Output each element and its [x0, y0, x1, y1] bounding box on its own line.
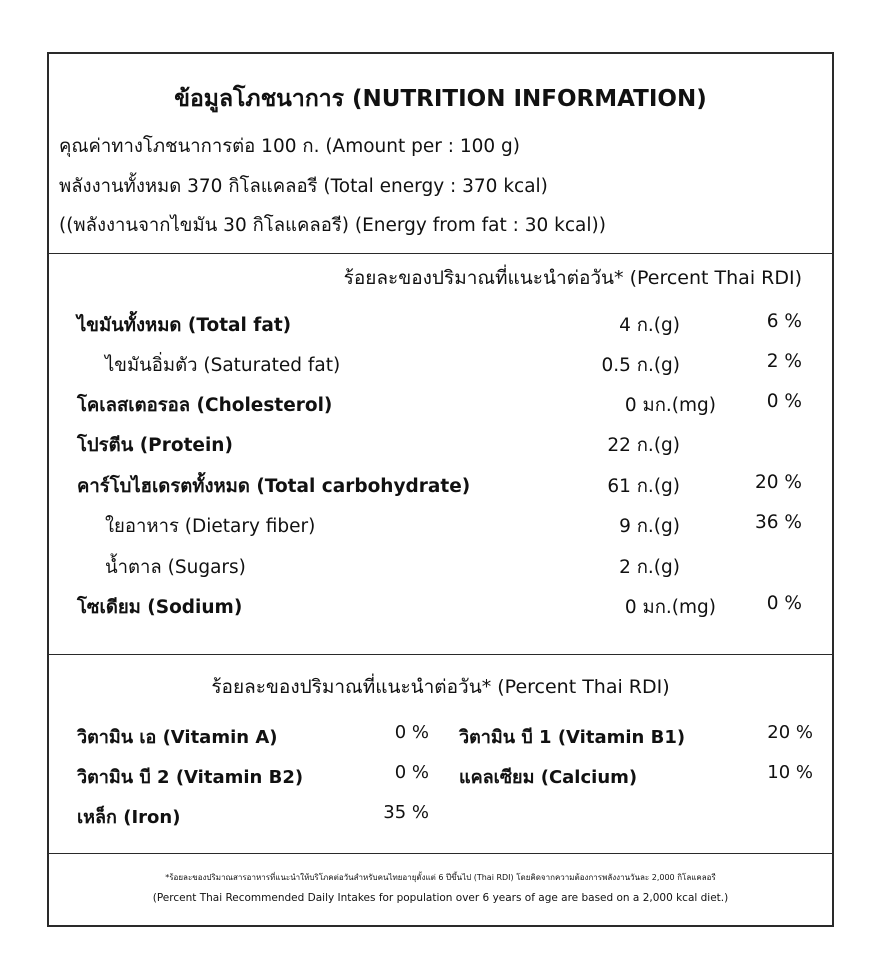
vitamin-percent: 0 %	[394, 762, 429, 783]
footnote-thai: *ร้อยละของปริมาณสารอาหารที่แนะนำให้บริโภคต่อวันสำหรับคนไทยอายุตั้งแต่ 6 ปีขึ้นไป (Thai RDI) โดยคิดจากความต้องการพลังงานวันละ 2,000 กิโลแคลอรี	[165, 873, 716, 882]
vitamin-row	[459, 722, 685, 751]
nutrient-percent: 36 %	[755, 512, 802, 533]
vitamins-rdi-header: ร้อยละของปริมาณที่แนะนำต่อวัน* (Percent Thai RDI)	[211, 676, 670, 698]
nutrients-rdi-header: ร้อยละของปริมาณที่แนะนำต่อวัน* (Percent Thai RDI)	[343, 267, 802, 289]
vitamin-name: วิตามิน เอ (Vitamin A)	[77, 727, 278, 748]
label-title: ข้อมูลโภชนาการ (NUTRITION INFORMATION)	[174, 86, 707, 112]
vitamin-percent: 10 %	[767, 762, 813, 783]
nutrient-amount: 4 ก.(g)	[619, 315, 680, 336]
nutrient-row	[49, 472, 832, 502]
vitamin-row	[77, 802, 180, 831]
nutrient-percent: 20 %	[755, 472, 802, 493]
vitamin-percent: 0 %	[394, 722, 429, 743]
nutrient-percent: 0 %	[766, 593, 802, 614]
nutrient-percent: 6 %	[766, 311, 802, 332]
nutrient-amount: 61 ก.(g)	[607, 476, 680, 497]
vitamin-name: แคลเซียม (Calcium)	[459, 767, 638, 788]
nutrient-amount: 2 ก.(g)	[619, 557, 680, 578]
nutrient-name: โคเลสเตอรอล (Cholesterol)	[77, 395, 333, 416]
nutrient-name: ใยอาหาร (Dietary fiber)	[105, 516, 316, 537]
nutrient-row	[49, 512, 832, 542]
section-divider	[49, 253, 832, 254]
amount-per-serving: คุณค่าทางโภชนาการต่อ 100 ก. (Amount per : 100 g)	[59, 136, 521, 157]
vitamin-name: วิตามิน บี 1 (Vitamin B1)	[459, 727, 686, 748]
nutrient-name: ไขมันทั้งหมด (Total fat)	[77, 315, 292, 336]
section-divider	[49, 654, 832, 655]
nutrient-row	[49, 553, 832, 583]
total-energy: พลังงานทั้งหมด 370 กิโลแคลอรี (Total energy : 370 kcal)	[59, 176, 548, 197]
nutrient-percent: 2 %	[766, 351, 802, 372]
nutrient-amount: 0 มก.(mg)	[624, 395, 716, 416]
nutrient-name: ไขมันอิ่มตัว (Saturated fat)	[105, 355, 341, 376]
nutrient-percent: 0 %	[766, 391, 802, 412]
vitamin-row	[459, 762, 637, 791]
nutrient-name: โปรตีน (Protein)	[77, 435, 233, 456]
footnote-english: (Percent Thai Recommended Daily Intakes for population over 6 years of age are based on a 2,000 kcal diet.)	[152, 892, 729, 904]
vitamin-row	[77, 762, 303, 791]
vitamin-row	[77, 722, 278, 751]
section-divider	[49, 853, 832, 854]
nutrition-label	[47, 52, 834, 927]
nutrient-row	[49, 311, 832, 341]
nutrient-amount: 9 ก.(g)	[619, 516, 680, 537]
nutrient-row	[49, 593, 832, 623]
nutrient-row	[49, 391, 832, 421]
nutrient-name: น้ำตาล (Sugars)	[105, 557, 246, 578]
nutrient-row	[49, 351, 832, 381]
nutrient-amount: 22 ก.(g)	[607, 435, 680, 456]
vitamin-percent: 20 %	[767, 722, 813, 743]
vitamin-percent: 35 %	[383, 802, 429, 823]
vitamin-name: วิตามิน บี 2 (Vitamin B2)	[77, 767, 304, 788]
energy-from-fat: ((พลังงานจากไขมัน 30 กิโลแคลอรี) (Energy from fat : 30 kcal))	[59, 215, 606, 236]
vitamin-name: เหล็ก (Iron)	[77, 807, 181, 828]
nutrient-amount: 0.5 ก.(g)	[601, 355, 680, 376]
nutrient-name: โซเดียม (Sodium)	[77, 597, 243, 618]
nutrient-amount: 0 มก.(mg)	[624, 597, 716, 618]
nutrient-name: คาร์โบไฮเดรตทั้งหมด (Total carbohydrate)	[77, 476, 471, 497]
nutrient-row	[49, 431, 832, 461]
